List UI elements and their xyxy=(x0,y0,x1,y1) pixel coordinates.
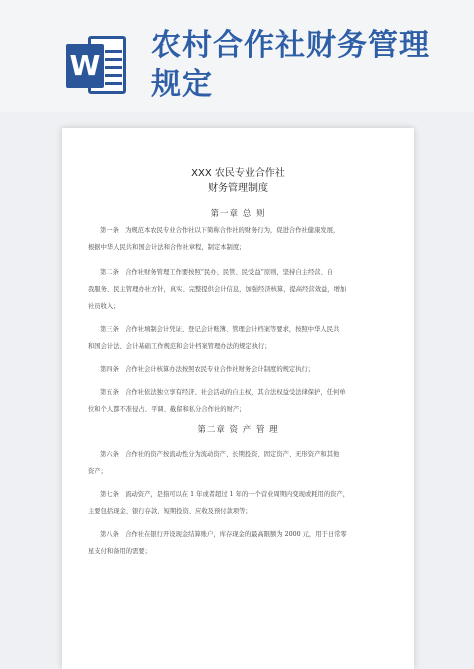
document-page xyxy=(62,128,414,669)
article-1-line-1: 第一条 为规范本农民专业合作社以下简称合作社的财务行为，促进合作社健康发展， xyxy=(100,227,340,234)
article-4 xyxy=(88,361,390,378)
article-5 xyxy=(88,384,390,418)
header-banner xyxy=(0,0,474,112)
page-bottom-fade xyxy=(62,629,414,669)
article-4-line-1: 第四条 合作社会计核算办法按照农民专业合作社财务会计制度的规定执行； xyxy=(100,366,315,373)
article-3 xyxy=(88,321,390,355)
article-8-line-2: 星支付和备用的需要； xyxy=(88,548,151,555)
word-document-icon xyxy=(66,34,128,96)
article-2 xyxy=(88,264,390,315)
article-8 xyxy=(88,526,390,560)
document-title-line2: 财务管理制度 xyxy=(208,183,268,194)
document-title-line1: XXX 农民专业合作社 xyxy=(191,168,285,179)
article-6-line-2: 资产； xyxy=(88,468,107,475)
article-1-line-2: 根据中华人民共和国会计法和合作社章程，制定本制度； xyxy=(88,244,246,251)
article-2-line-2: 我服务、民主管理办社方针，真实、完整提供会计信息，加强经济核算，提高经营效益，增加 xyxy=(88,286,347,293)
article-8-line-1: 第八条 合作社在银行开设现金结算账户，库存现金的最高限额为 2000 元，用于日常零 xyxy=(100,531,347,538)
article-5-line-1: 第五条 合作社依法独立享有经济、社会活动的自主权，其合法权益受法律保护，任何单 xyxy=(100,389,346,396)
article-7-line-1: 第七条 流动资产，是指可以在 1 年或者超过 1 年的一个营业周期内变现或耗用的资产， xyxy=(100,491,350,498)
chapter-heading-1: 第一章 总 则 xyxy=(210,209,266,219)
word-letter-badge: W xyxy=(66,44,104,88)
chapter-heading-2: 第二章 资 产 管 理 xyxy=(197,425,279,435)
article-6-line-1: 第六条 合作社的资产按流动性分为流动资产、长期投资、固定资产、无形资产和其他 xyxy=(100,451,340,458)
article-3-line-1: 第三条 合作社填制会计凭证、登记会计账簿、管理会计档案等要求，按照中华人民共 xyxy=(100,326,340,333)
article-2-line-3: 社员收入； xyxy=(88,303,120,310)
article-7 xyxy=(88,486,390,520)
article-3-line-2: 和国会计法、会计基础工作规范和会计档案管理办法的规定执行； xyxy=(88,343,271,350)
article-5-line-2: 位和个人都不准侵占、平调、截留和私分合作社的财产； xyxy=(88,406,246,413)
article-7-line-2: 主要包括现金、银行存款、短期投资、应收及预付款项等； xyxy=(88,508,252,515)
banner-title: 农村合作社财务管理规定 xyxy=(151,28,430,102)
article-2-line-1: 第二条 合作社财务管理工作要按照“民办、民管、民受益”原则，坚持自主经营、自 xyxy=(100,269,334,276)
article-1 xyxy=(88,222,390,256)
article-6 xyxy=(88,446,390,480)
